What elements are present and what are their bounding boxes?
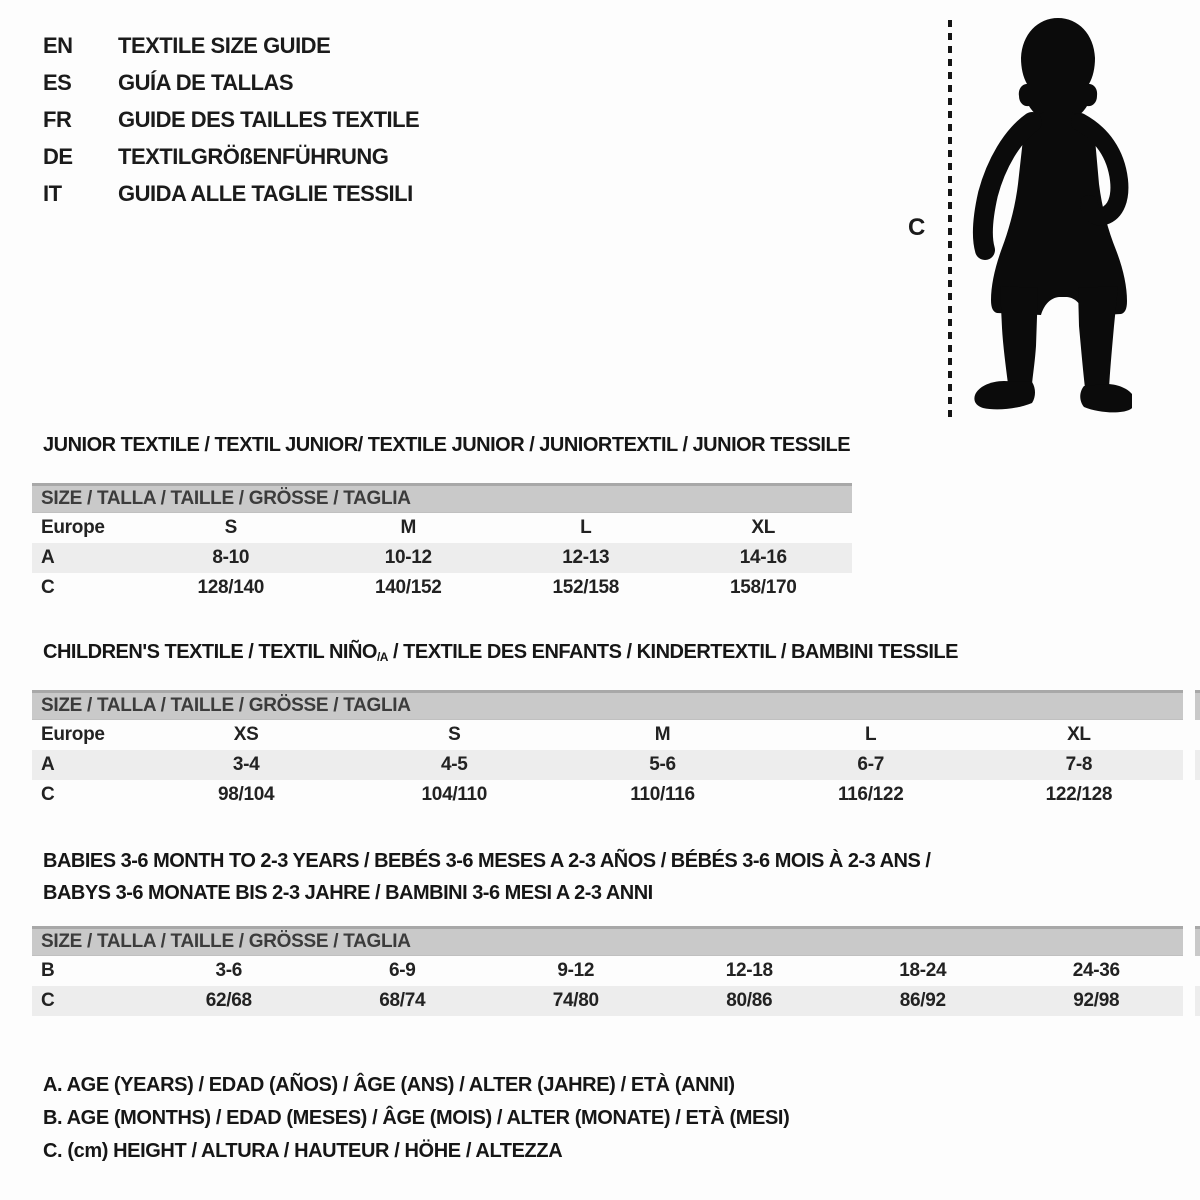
legend-line-c: C. (cm) HEIGHT / ALTURA / HAUTEUR / HÖHE / ALTEZZA	[43, 1140, 563, 1162]
height-cell: 128/140	[197, 577, 265, 598]
children-section-title	[43, 641, 958, 664]
age-cell: 24-36	[1072, 960, 1120, 981]
guide-title-en: TEXTILE SIZE GUIDE	[118, 33, 331, 58]
table-edge-sliver	[1195, 690, 1200, 810]
row-label: C	[41, 990, 55, 1011]
age-cell: 8-10	[212, 547, 250, 568]
height-cell: 86/92	[899, 990, 946, 1011]
table-row-europe	[32, 720, 1183, 750]
language-row-en	[43, 33, 419, 59]
height-cell: 116/122	[837, 784, 904, 805]
babies-size-table	[32, 926, 1200, 1016]
language-code: IT	[43, 181, 62, 206]
age-cell: 5-6	[649, 754, 676, 775]
height-cell: 68/74	[379, 990, 426, 1011]
size-header-bar: SIZE / TALLA / TAILLE / GRÖSSE / TAGLIA	[32, 690, 1183, 720]
table-row-age	[32, 750, 1183, 780]
junior-size-table	[32, 483, 852, 603]
row-label: C	[41, 577, 55, 598]
size-header-bar: SIZE / TALLA / TAILLE / GRÖSSE / TAGLIA	[32, 483, 852, 513]
legend-line-a: A. AGE (YEARS) / EDAD (AÑOS) / ÂGE (ANS) / ALTER (JAHRE) / ETÀ (ANNI)	[43, 1074, 735, 1096]
legend-line-b: B. AGE (MONTHS) / EDAD (MESES) / ÂGE (MOIS) / ALTER (MONATE) / ETÀ (MESI)	[43, 1107, 790, 1129]
size-cell: M	[400, 517, 417, 538]
height-cell: 140/152	[374, 577, 442, 598]
toddler-silhouette-icon	[966, 16, 1132, 416]
age-cell: 9-12	[557, 960, 595, 981]
table-row-age-months	[32, 956, 1183, 986]
table-edge-sliver	[1195, 926, 1200, 1016]
language-row-it	[43, 181, 419, 207]
height-dashed-line	[948, 20, 952, 418]
height-cell: 74/80	[552, 990, 599, 1011]
babies-title-line1: BABIES 3-6 MONTH TO 2-3 YEARS / BEBÉS 3-6 MESES A 2-3 AÑOS / BÉBÉS 3-6 MOIS À 2-3 ANS /	[43, 850, 931, 872]
children-title-sub: /A	[376, 650, 388, 664]
row-label: Europe	[41, 724, 105, 745]
height-cell: 158/170	[729, 577, 797, 598]
height-cell: 104/110	[421, 784, 488, 805]
table-row-age	[32, 543, 852, 573]
guide-title-fr: GUIDE DES TAILLES TEXTILE	[118, 107, 420, 132]
size-cell: S	[224, 517, 237, 538]
babies-title-line2: BABYS 3-6 MONATE BIS 2-3 JAHRE / BAMBINI 3-6 MESI A 2-3 ANNI	[43, 882, 653, 904]
table-row-height	[32, 573, 852, 603]
size-cell: XL	[751, 517, 776, 538]
size-cell: M	[654, 724, 671, 745]
row-label: A	[41, 754, 55, 775]
junior-section-title: JUNIOR TEXTILE / TEXTIL JUNIOR/ TEXTILE JUNIOR / JUNIORTEXTIL / JUNIOR TESSILE	[43, 434, 851, 456]
babies-section-title	[43, 845, 930, 909]
row-label: C	[41, 784, 55, 805]
height-cell: 92/98	[1073, 990, 1120, 1011]
age-cell: 7-8	[1065, 754, 1093, 775]
language-row-de	[43, 144, 419, 170]
age-cell: 4-5	[441, 754, 468, 775]
size-cell: S	[448, 724, 461, 745]
height-cell: 122/128	[1045, 784, 1113, 805]
age-cell: 18-24	[899, 960, 947, 981]
age-cell: 3-6	[215, 960, 243, 981]
height-cell: 62/68	[205, 990, 252, 1011]
size-cell: L	[865, 724, 877, 745]
age-cell: 12-13	[562, 547, 610, 568]
height-cell: 110/116	[630, 784, 695, 805]
size-cell: L	[580, 517, 592, 538]
measurement-legend	[43, 1069, 789, 1168]
guide-title-es: GUÍA DE TALLAS	[118, 70, 294, 95]
language-code: DE	[43, 144, 73, 169]
table-row-europe	[32, 513, 852, 543]
row-label: A	[41, 547, 55, 568]
size-cell: XS	[233, 724, 259, 745]
height-cell: 98/104	[217, 784, 275, 805]
table-row-height	[32, 986, 1183, 1016]
age-cell: 3-4	[232, 754, 260, 775]
guide-title-de: TEXTILGRÖßENFÜHRUNG	[118, 144, 389, 169]
age-cell: 12-18	[725, 960, 773, 981]
row-label: Europe	[41, 517, 105, 538]
children-title-rest: / TEXTILE DES ENFANTS / KINDERTEXTIL / BAMBINI TESSILE	[387, 641, 958, 663]
table-row-height	[32, 780, 1183, 810]
height-cell: 152/158	[552, 577, 620, 598]
age-cell: 14-16	[739, 547, 787, 568]
size-header-bar: SIZE / TALLA / TAILLE / GRÖSSE / TAGLIA	[32, 926, 1183, 956]
language-code: EN	[43, 33, 73, 58]
children-title-main: CHILDREN'S TEXTILE / TEXTIL NIÑO	[43, 641, 377, 663]
age-cell: 6-7	[857, 754, 884, 775]
height-measure-label: C	[908, 214, 926, 241]
language-title-list	[43, 33, 419, 218]
guide-title-it: GUIDA ALLE TAGLIE TESSILI	[118, 181, 413, 206]
height-cell: 80/86	[726, 990, 773, 1011]
size-cell: XL	[1067, 724, 1091, 745]
language-row-es	[43, 70, 419, 96]
language-code: ES	[43, 70, 72, 95]
language-code: FR	[43, 107, 72, 132]
age-cell: 6-9	[388, 960, 416, 981]
age-cell: 10-12	[384, 547, 432, 568]
language-row-fr	[43, 107, 419, 133]
row-label: B	[41, 960, 55, 981]
children-size-table	[32, 690, 1200, 810]
